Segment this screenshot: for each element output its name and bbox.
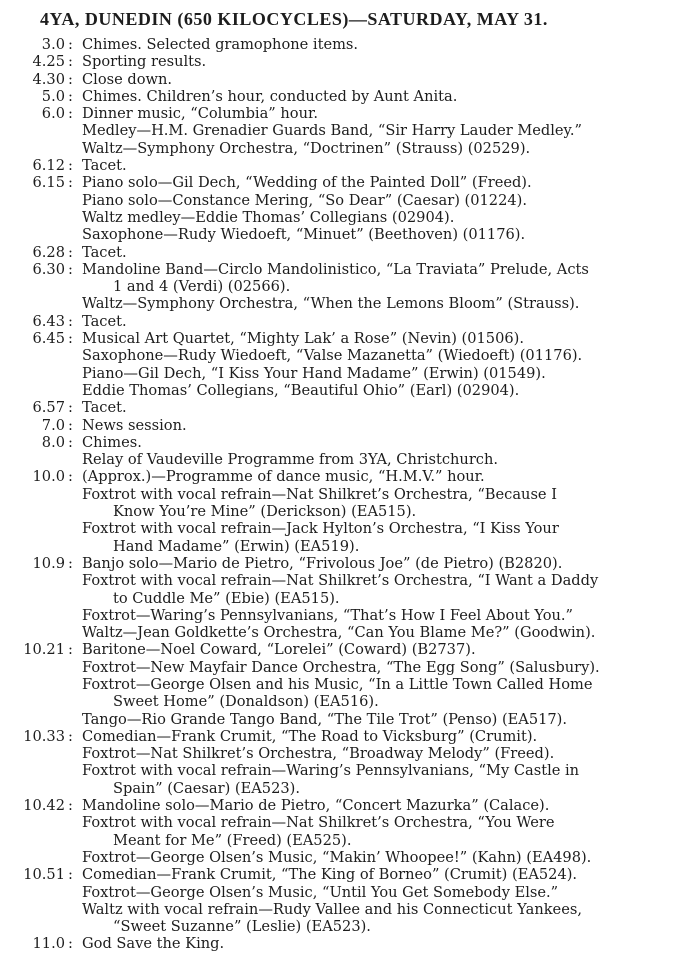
programme-text: Waltz with vocal refrain—Rudy Vallee and his Connecticut Yankees, (82, 900, 582, 918)
programme-text: Tacet. (82, 243, 127, 261)
programme-text: Comedian—Frank Crumit, “The Road to Vicksburg” (Crumit). (82, 727, 538, 745)
programme-text: Musical Art Quartet, “Mighty Lak’ a Rose” (Nevin) (01506). (82, 330, 524, 348)
programme-text: Eddie Thomas’ Collegians, “Beautiful Ohio” (Earl) (02904). (82, 381, 520, 399)
programme-text: God Save the King. (82, 935, 225, 953)
programme-text: Saxophone—Rudy Wiedoeft, “Valse Mazanetta” (Wiedoeft) (01176). (82, 347, 583, 365)
programme-line (0, 711, 700, 728)
programme-line (0, 105, 700, 122)
programme-time: 6.0 (41, 105, 65, 123)
programme-time: 4.25 (32, 53, 65, 71)
programme-text: Relay of Vaudeville Programme from 3YA, Christchurch. (82, 451, 499, 469)
time-separator: : (68, 53, 73, 71)
programme-text: Sweet Home” (Donaldson) (EA516). (113, 693, 379, 711)
programme-line (0, 278, 700, 295)
time-separator: : (68, 797, 73, 815)
programme-text: Foxtrot with vocal refrain—Nat Shilkret’s Orchestra, “Because I (82, 485, 557, 503)
time-separator: : (68, 174, 73, 192)
programme-text: Mandoline solo—Mario de Pietro, “Concert Mazurka” (Calace). (82, 797, 550, 815)
programme-text: Tango—Rio Grande Tango Band, “The Tile Trot” (Penso) (EA517). (82, 710, 568, 728)
programme-time: 10.9 (32, 554, 65, 572)
programme-line (0, 935, 700, 952)
programme-text: Piano solo—Constance Mering, “So Dear” (Caesar) (01224). (82, 191, 527, 209)
programme-text: Foxtrot with vocal refrain—Waring’s Pennsylvanians, “My Castle in (82, 762, 580, 780)
programme-line (0, 624, 700, 641)
programme-text: “Sweet Suzanne” (Leslie) (EA523). (113, 918, 371, 936)
programme-line (0, 849, 700, 866)
programme-time: 10.33 (23, 727, 65, 745)
programme-text: Comedian—Frank Crumit, “The King of Borneo” (Crumit) (EA524). (82, 866, 578, 884)
programme-line (0, 503, 700, 520)
programme-line (0, 399, 700, 416)
programme-line (0, 192, 700, 209)
programme-line (0, 641, 700, 658)
programme-text: Waltz—Symphony Orchestra, “Doctrinen” (Strauss) (02529). (82, 139, 531, 157)
programme-line (0, 555, 700, 572)
programme-line (0, 244, 700, 261)
programme-text: Foxtrot with vocal refrain—Jack Hylton’s Orchestra, “I Kiss Your (82, 520, 559, 538)
programme-text: Mandoline Band—Circlo Mandolinistico, “La Traviata” Prelude, Acts (82, 260, 589, 278)
programme-line (0, 728, 700, 745)
time-separator: : (68, 105, 73, 123)
programme-time: 10.42 (23, 797, 65, 815)
programme-text: Know You’re Mine” (Derickson) (EA515). (113, 503, 417, 521)
programme-text: Tacet. (82, 399, 127, 417)
programme-line (0, 884, 700, 901)
time-separator: : (68, 70, 73, 88)
programme-line (0, 451, 700, 468)
programme-time: 3.0 (41, 36, 65, 53)
programme-time: 6.28 (32, 243, 65, 261)
programme-text: Chimes. Selected gramophone items. (82, 36, 359, 53)
programme-line (0, 866, 700, 883)
time-separator: : (68, 330, 73, 348)
programme-line (0, 901, 700, 918)
programme-line (0, 572, 700, 589)
programme-line (0, 762, 700, 779)
programme-line (0, 226, 700, 243)
programme-text: Hand Madame” (Erwin) (EA519). (113, 537, 360, 555)
programme-time: 6.30 (32, 260, 65, 278)
programme-text: Waltz medley—Eddie Thomas’ Collegians (02904). (82, 208, 455, 226)
programme-line (0, 918, 700, 935)
page-title: 4YA, DUNEDIN (650 KILOCYCLES)—SATURDAY, MAY 31. (40, 9, 548, 29)
programme-line (0, 832, 700, 849)
time-separator: : (68, 641, 73, 659)
programme-line (0, 71, 700, 88)
programme-text: Baritone—Noel Coward, “Lorelei” (Coward) (B2737). (82, 641, 476, 659)
programme-line (0, 347, 700, 364)
programme-line (0, 295, 700, 312)
programme-line (0, 417, 700, 434)
programme-line (0, 382, 700, 399)
programme-text: Dinner music, “Columbia” hour. (82, 105, 318, 123)
programme-text: Waltz—Jean Goldkette’s Orchestra, “Can You Blame Me?” (Goodwin). (82, 624, 596, 642)
programme-line (0, 330, 700, 347)
programme-text: Piano—Gil Dech, “I Kiss Your Hand Madame” (Erwin) (01549). (82, 364, 546, 382)
programme-time: 8.0 (41, 433, 65, 451)
programme-list (0, 36, 700, 953)
programme-line (0, 780, 700, 797)
programme-line (0, 590, 700, 607)
time-separator: : (68, 935, 73, 953)
programme-text: Waltz—Symphony Orchestra, “When the Lemons Bloom” (Strauss). (82, 295, 580, 313)
programme-text: Foxtrot—New Mayfair Dance Orchestra, “The Egg Song” (Salusbury). (82, 658, 600, 676)
programme-time: 6.57 (32, 399, 65, 417)
programme-text: Foxtrot—Waring’s Pennsylvanians, “That’s How I Feel About You.” (82, 606, 573, 624)
programme-line (0, 814, 700, 831)
programme-time: 6.43 (32, 312, 65, 330)
programme-line (0, 157, 700, 174)
programme-text: News session. (82, 416, 187, 434)
programme-line (0, 745, 700, 762)
time-separator: : (68, 554, 73, 572)
programme-text: Close down. (82, 70, 173, 88)
programme-text: Chimes. Children’s hour, conducted by Aunt Anita. (82, 87, 458, 105)
programme-text: Foxtrot—Nat Shilkret’s Orchestra, “Broadway Melody” (Freed). (82, 745, 555, 763)
time-separator: : (68, 433, 73, 451)
programme-text: Foxtrot with vocal refrain—Nat Shilkret’s Orchestra, “You Were (82, 814, 555, 832)
programme-text: Piano solo—Gil Dech, “Wedding of the Painted Doll” (Freed). (82, 174, 532, 192)
programme-line (0, 693, 700, 710)
programme-line (0, 53, 700, 70)
programme-line (0, 88, 700, 105)
programme-line (0, 607, 700, 624)
programme-text: Sporting results. (82, 53, 207, 71)
programme-line (0, 434, 700, 451)
programme-text: Spain” (Caesar) (EA523). (113, 779, 300, 797)
programme-line (0, 365, 700, 382)
programme-time: 10.21 (23, 641, 65, 659)
programme-time: 10.51 (23, 866, 65, 884)
programme-line (0, 36, 700, 53)
programme-time: 10.0 (32, 468, 65, 486)
programme-time: 6.12 (32, 157, 65, 175)
time-separator: : (68, 243, 73, 261)
programme-line (0, 797, 700, 814)
programme-text: to Cuddle Me” (Ebie) (EA515). (113, 589, 340, 607)
time-separator: : (68, 468, 73, 486)
programme-line (0, 122, 700, 139)
programme-line (0, 174, 700, 191)
programme-line (0, 313, 700, 330)
time-separator: : (68, 36, 73, 53)
programme-line (0, 261, 700, 278)
programme-text: Tacet. (82, 312, 127, 330)
time-separator: : (68, 727, 73, 745)
time-separator: : (68, 312, 73, 330)
programme-text: (Approx.)—Programme of dance music, “H.M.V.” hour. (82, 468, 485, 486)
programme-time: 4.30 (32, 70, 65, 88)
programme-line (0, 659, 700, 676)
programme-text: Chimes. (82, 433, 142, 451)
programme-text: Foxtrot—George Olsen’s Music, “Makin’ Whoopee!” (Kahn) (EA498). (82, 848, 592, 866)
programme-text: Saxophone—Rudy Wiedoeft, “Minuet” (Beethoven) (01176). (82, 226, 526, 244)
programme-text: Foxtrot—George Olsen and his Music, “In a Little Town Called Home (82, 675, 593, 693)
programme-line (0, 468, 700, 485)
programme-line (0, 209, 700, 226)
programme-text: Tacet. (82, 157, 127, 175)
programme-time: 6.45 (32, 330, 65, 348)
programme-time: 7.0 (41, 416, 65, 434)
programme-line (0, 538, 700, 555)
time-separator: : (68, 866, 73, 884)
programme-line (0, 486, 700, 503)
programme-time: 6.15 (32, 174, 65, 192)
time-separator: : (68, 260, 73, 278)
programme-time: 11.0 (32, 935, 65, 953)
programme-text: Foxtrot with vocal refrain—Nat Shilkret’s Orchestra, “I Want a Daddy (82, 572, 599, 590)
time-separator: : (68, 87, 73, 105)
programme-text: Meant for Me” (Freed) (EA525). (113, 831, 352, 849)
programme-line (0, 520, 700, 537)
programme-line (0, 140, 700, 157)
programme-text: Medley—H.M. Grenadier Guards Band, “Sir Harry Lauder Medley.” (82, 122, 582, 140)
time-separator: : (68, 399, 73, 417)
time-separator: : (68, 416, 73, 434)
programme-time: 5.0 (41, 87, 65, 105)
programme-text: 1 and 4 (Verdi) (02566). (113, 278, 291, 296)
programme-text: Banjo solo—Mario de Pietro, “Frivolous Joe” (de Pietro) (B2820). (82, 554, 563, 572)
programme-text: Foxtrot—George Olsen’s Music, “Until You Get Somebody Else.” (82, 883, 559, 901)
programme-line (0, 676, 700, 693)
time-separator: : (68, 157, 73, 175)
